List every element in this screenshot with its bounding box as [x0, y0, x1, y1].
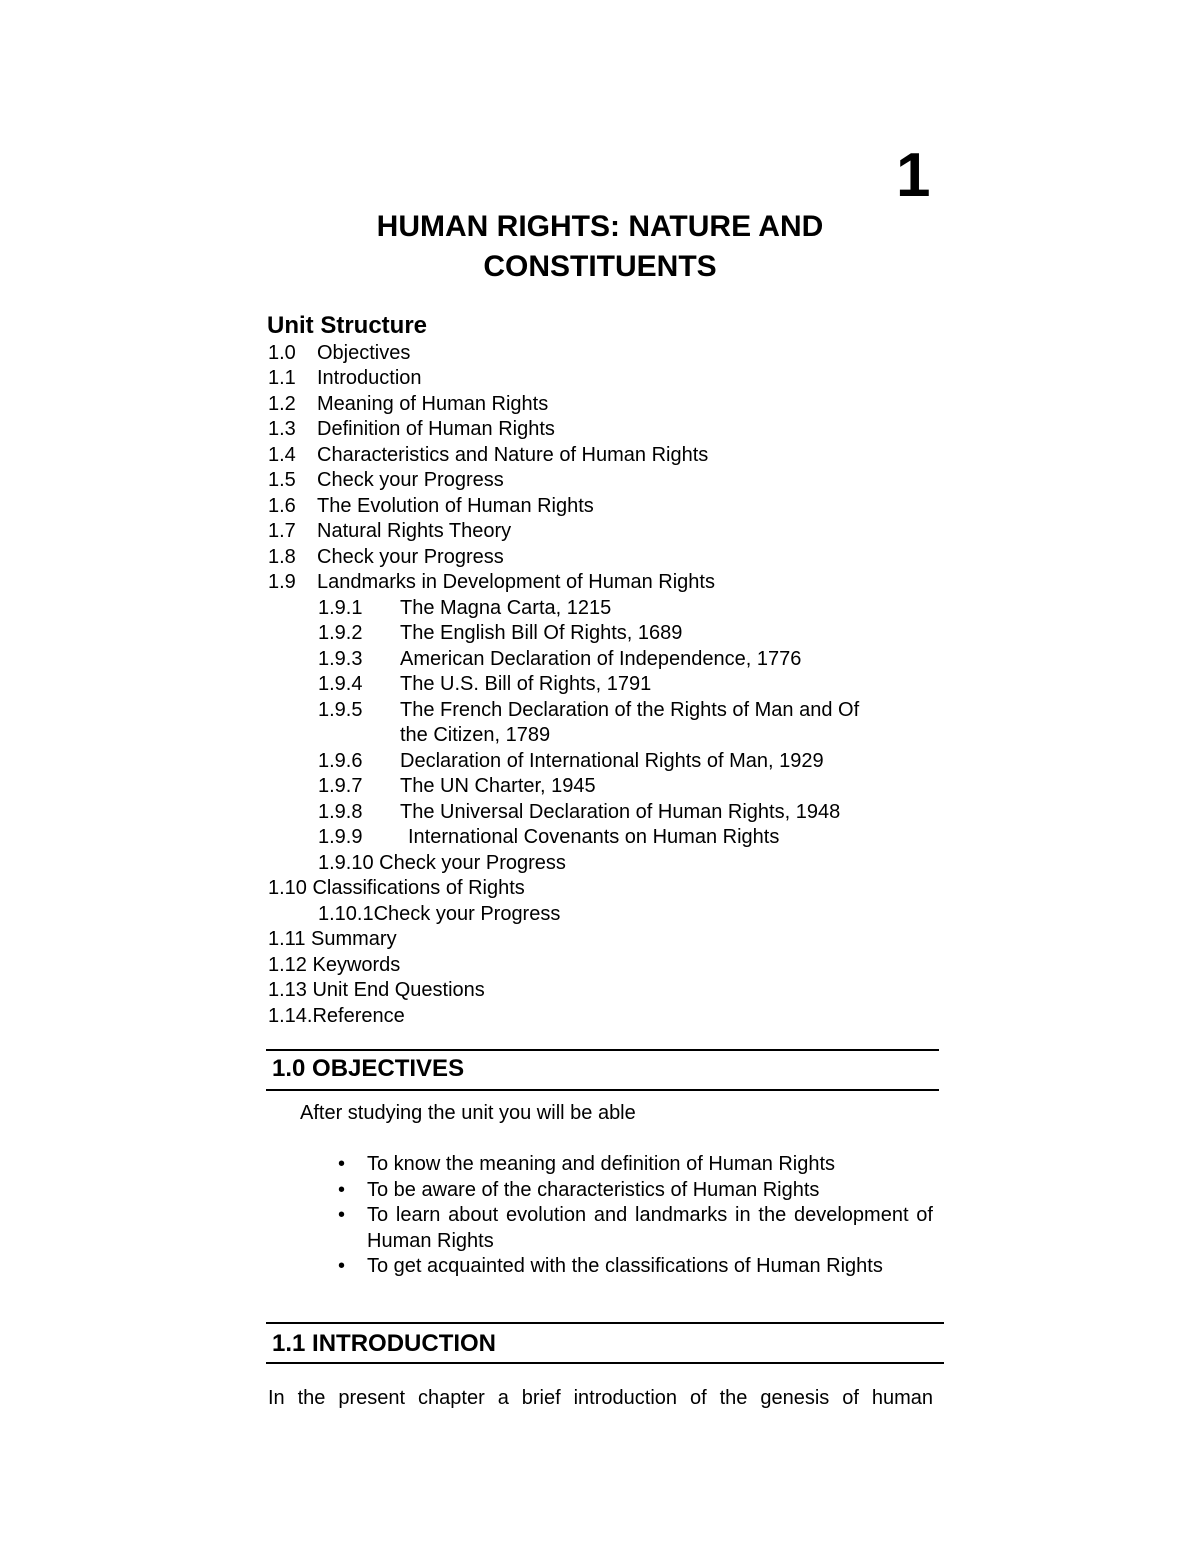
objective-item: To know the meaning and definition of Human Rights [367, 1153, 836, 1175]
toc-sub-num: 1.9.7 [318, 775, 363, 797]
toc-sub-label: The Magna Carta, 1215 [400, 597, 612, 619]
toc-num: 1.0 [268, 342, 296, 364]
toc-sub-num: 1.9.9 [318, 826, 363, 848]
toc-item: 1.12 Keywords [268, 954, 401, 976]
section-rule-bottom [266, 1362, 944, 1364]
toc-label: Introduction [317, 367, 422, 389]
bullet-dot: • [338, 1255, 346, 1277]
toc-sub-label: International Covenants on Human Rights [408, 826, 780, 848]
toc-sub-label: American Declaration of Independence, 1776 [400, 648, 802, 670]
unit-structure-heading: Unit Structure [267, 312, 428, 339]
toc-label: The Evolution of Human Rights [317, 495, 594, 517]
objectives-intro: After studying the unit you will be able [300, 1102, 636, 1124]
toc-sub-num: 1.9.1 [318, 597, 363, 619]
section-rule-top [266, 1322, 944, 1324]
toc-num: 1.5 [268, 469, 296, 491]
introduction-heading: 1.1 INTRODUCTION [272, 1330, 497, 1357]
toc-num: 1.2 [268, 393, 296, 415]
toc-num: 1.6 [268, 495, 296, 517]
introduction-text [268, 1386, 933, 1411]
section-rule-top [266, 1049, 939, 1051]
section-rule-bottom [266, 1089, 939, 1091]
toc-num: 1.7 [268, 520, 296, 542]
toc-label: Check your Progress [317, 546, 504, 568]
toc-item: 1.11 Summary [268, 928, 397, 950]
toc-item: 1.10.1Check your Progress [318, 903, 561, 925]
toc-sub-num: 1.9.5 [318, 699, 363, 721]
toc-label: Objectives [317, 342, 411, 364]
toc-num: 1.1 [268, 367, 296, 389]
toc-sub-num: 1.9.4 [318, 673, 363, 695]
toc-sub-label: The English Bill Of Rights, 1689 [400, 622, 683, 644]
toc-item: 1.10 Classifications of Rights [268, 877, 525, 899]
toc-item: 1.14.Reference [268, 1005, 405, 1027]
toc-sub-label: The French Declaration of the Rights of Man and Of [400, 699, 860, 721]
bullet-dot: • [338, 1204, 346, 1226]
toc-label: Definition of Human Rights [317, 418, 555, 440]
toc-sub-num: 1.9.2 [318, 622, 363, 644]
toc-sub-label: The Universal Declaration of Human Rights, 1948 [400, 801, 841, 823]
objectives-heading: 1.0 OBJECTIVES [272, 1055, 465, 1082]
toc-num: 1.8 [268, 546, 296, 568]
toc-sub-label: The UN Charter, 1945 [400, 775, 596, 797]
toc-num: 1.9 [268, 571, 296, 593]
toc-num: 1.3 [268, 418, 296, 440]
toc-label: Check your Progress [317, 469, 504, 491]
chapter-title-line-1: HUMAN RIGHTS: NATURE AND [376, 210, 824, 243]
introduction-line: In the present chapter a brief introduction of the genesis of human [268, 1387, 933, 1409]
toc-label: Meaning of Human Rights [317, 393, 549, 415]
toc-sub-num: 1.9.3 [318, 648, 363, 670]
toc-sub-label-continued: the Citizen, 1789 [400, 724, 551, 746]
toc-sub-num: 1.9.8 [318, 801, 363, 823]
toc-item: 1.13 Unit End Questions [268, 979, 485, 1001]
toc-item: 1.9.10 Check your Progress [318, 852, 566, 874]
toc-num: 1.4 [268, 444, 296, 466]
chapter-number: 1 [896, 141, 931, 210]
objective-item: To learn about evolution and landmarks in the development of Human Rights [367, 1204, 933, 1252]
toc-sub-label: Declaration of International Rights of Man, 1929 [400, 750, 824, 772]
toc-sub-num: 1.9.6 [318, 750, 363, 772]
toc-label: Natural Rights Theory [317, 520, 512, 542]
toc-sub-label: The U.S. Bill of Rights, 1791 [400, 673, 652, 695]
toc-label: Landmarks in Development of Human Rights [317, 571, 715, 593]
chapter-title-line-2: CONSTITUENTS [483, 250, 717, 283]
bullet-dot: • [338, 1179, 346, 1201]
objective-item: To get acquainted with the classifications of Human Rights [367, 1255, 883, 1277]
objective-item: To be aware of the characteristics of Human Rights [367, 1179, 820, 1201]
bullet-dot: • [338, 1153, 346, 1175]
toc-label: Characteristics and Nature of Human Rights [317, 444, 709, 466]
